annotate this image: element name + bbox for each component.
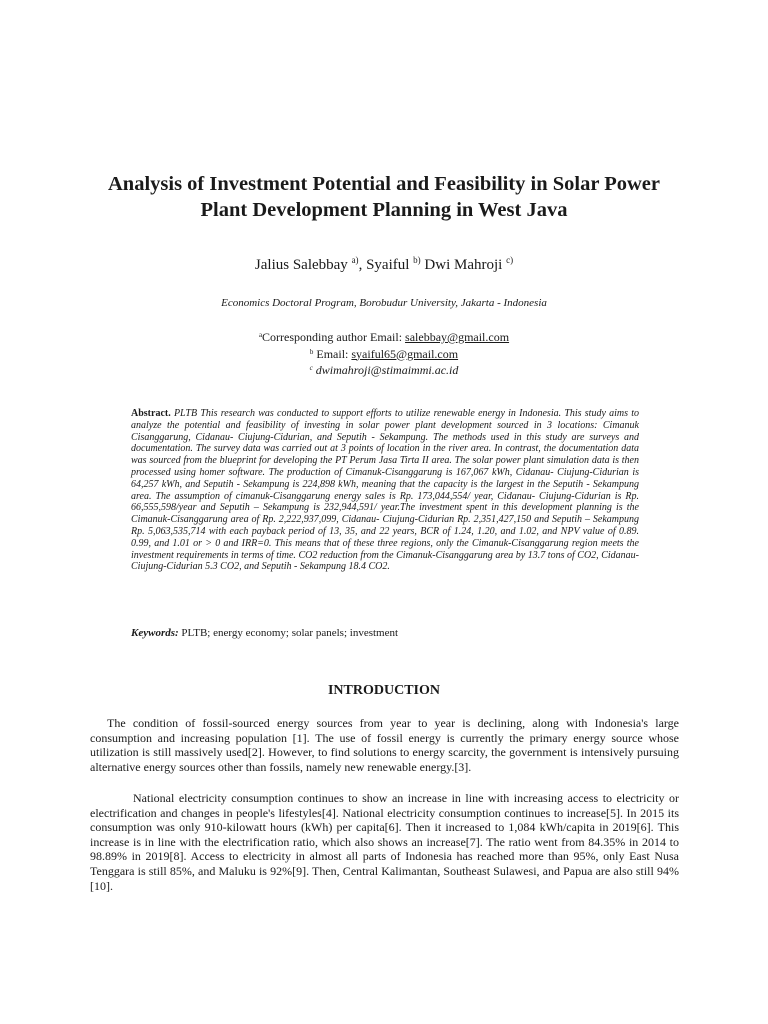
keywords: Keywords: PLTB; energy economy; solar panels; investment bbox=[131, 627, 399, 639]
abstract bbox=[131, 408, 639, 573]
abstract-label: Abstract. bbox=[131, 408, 171, 419]
email-line bbox=[90, 328, 678, 345]
body-paragraph: National electricity consumption continues to show an increase in line with increasing access to electricity or electrification and changes in people's lifestyles[4]. National electricity consumption continues to increase[5]. In 2015 its consumption was only 910-kilowatt hours (kWh) per capita[6]. Then it increased to 1,084 kWh/capita in 2019[6]. This increase is in line with the electrification ratio, which also shows an increase[7]. The ratio went from 84.35% in 2014 to 98.89% in 2019[8]. Access to electricity in almost all parts of Indonesia has reached more than 95%, only East Nusa Tenggara is still 85%, and Maluku is 92%[9]. Then, Central Kalimantan, Southeast Sulawesi, and Papua are also still 94%[10]. bbox=[90, 791, 679, 893]
affiliation: Economics Doctoral Program, Borobudur University, Jakarta - Indonesia bbox=[221, 297, 547, 309]
email-line bbox=[90, 361, 678, 378]
email-mark: b bbox=[309, 347, 314, 356]
author-name: Syaiful bbox=[366, 257, 410, 273]
email-mark: c bbox=[309, 364, 313, 372]
email-link[interactable]: syaiful65@gmail.com bbox=[351, 346, 459, 361]
keywords-label: Keywords bbox=[131, 627, 175, 639]
email-label: Email: bbox=[316, 346, 352, 361]
abstract-text: PLTB This research was conducted to support efforts to utilize renewable energy in Indonesia. This study aims to analyze the potential and feasibility of investing in solar power plant development sourced in 3 locations: Cimanuk Cisanggarung, Cidanau- Ciujung-Cidurian, and Seputih - Sekampung. The methods used in this study are surveys and documentation. The survey data was carried out at 3 points of location in the river area. In contrast, the documentation data was sourced from the blueprint for developing the PT Perum Jasa Tirta II area. The solar power plant simulation data is then processed using homer software. The production of Cimanuk-Cisanggarung is 167,067 kWh, Cidanau- Ciujung-Cidurian is 64,257 kWh, and Seputih - Sekampung is 224,898 kWh, meaning that the capacity is the largest in the Seputih - Sekampung area. The assumption of cimanuk-Cisanggarung energy sales is Rp. 173,044,554/ year, Cidanau- Ciujung-Cidurian is Rp. 66,555,598/year and Seputih – Sekampung is 232,944,591/ year.The investment spent in this development planning is the Cimanuk-Cisanggarung area of Rp. 2,222,937,099, Cidanau- Ciujung-Cidurian Rp. 2,351,427,150 and Seputih – Sekampung Rp. 5,063,535,714 with each payback period of 13, 35, and 22 years, BCR of 1.24, 1.20, and 1.02, and NPV value of 0.89. 0.99, and 1.01 or > 0 and IRR=0. This means that of these three regions, only the Cimanuk-Cisanggarung region meets the investment requirements in terms of time. CO2 reduction from the Cimanuk-Cisanggarung area by 13.7 tons of CO2, Cidanau- Ciujung-Cidurian 5.3 CO2, and Seputih - Sekampung 18.4 CO2. bbox=[131, 408, 639, 573]
email-list bbox=[90, 328, 678, 378]
keywords-text: PLTB; energy economy; solar panels; investment bbox=[181, 627, 399, 639]
author-list: Jalius Salebbay $^{a)}$, Syaiful $^{b)}$ Dwi Mahroji $^{c)}$ bbox=[254, 255, 514, 273]
author-mark: b) bbox=[413, 255, 421, 265]
email-line bbox=[90, 345, 678, 362]
section-heading-introduction: INTRODUCTION bbox=[327, 683, 440, 698]
author-name: Dwi Mahroji bbox=[424, 257, 503, 273]
paper-title: Analysis of Investment Potential and Feasibility in Solar Power Plant Development Planning in West Java bbox=[108, 173, 660, 221]
author-mark: c) bbox=[506, 255, 514, 265]
email-link[interactable]: salebbay@gmail.com bbox=[405, 330, 510, 344]
author-mark: a) bbox=[351, 255, 359, 265]
email-label: Corresponding author Email: bbox=[262, 330, 406, 344]
body-paragraph: The condition of fossil-sourced energy sources from year to year is declining, along with Indonesia's large consumption and increasing population [1]. The use of fossil energy is currently the primary energy source whose utilization is still massively used[2]. However, to find solutions to energy scarcity, the government is intensively pursuing alternative energy sources other than fossils, namely new renewable energy.[3]. bbox=[90, 716, 679, 774]
email-address: dwimahroji@stimaimmi.ac.id bbox=[315, 363, 459, 377]
author-name: Jalius Salebbay bbox=[254, 257, 348, 273]
email-mark: a bbox=[258, 331, 263, 339]
